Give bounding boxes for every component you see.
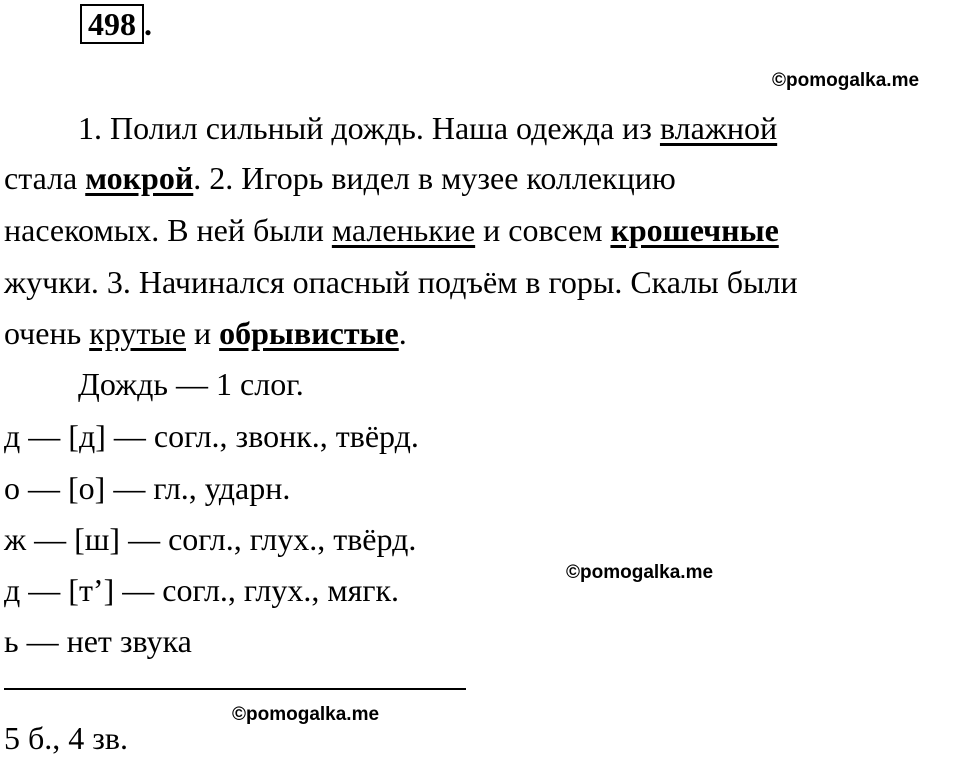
watermark-bottom: ©pomogalka.me <box>232 704 380 725</box>
text-line-2-tail: . 2. Игорь видел в музее коллекцию <box>193 160 676 196</box>
phonetic-line-5: ь — нет звука <box>4 623 192 659</box>
bold-word-mokroy: мокрой <box>85 160 194 196</box>
text-line-3 <box>4 210 779 250</box>
text-line-5 <box>4 313 407 353</box>
text-line-3-middle: и совсем <box>475 212 611 248</box>
underlined-word-krutye: крутые <box>89 315 186 351</box>
text-line-5-middle: и <box>186 315 220 351</box>
text-line-1 <box>78 108 777 148</box>
task-number <box>80 4 152 44</box>
text-line-3-part: насекомых. В ней были <box>4 212 332 248</box>
text-line-5-part: очень <box>4 315 90 351</box>
text-line-2 <box>4 158 676 198</box>
syllable-line: Дождь — 1 слог. <box>78 366 304 402</box>
text-line-4-part: жучки. 3. Начинался опасный подъём в горы. Скалы были <box>4 264 798 300</box>
bold-word-obryvistye: обрывистые <box>219 315 399 351</box>
watermark-middle: ©pomogalka.me <box>566 562 714 583</box>
phonetic-line-3: ж — [ш] — согл., глух., твёрд. <box>4 521 417 557</box>
underlined-word-malenkie: маленькие <box>331 212 476 248</box>
phonetic-line-1: д — [д] — согл., звонк., твёрд. <box>4 418 419 454</box>
summary-line: 5 б., 4 зв. <box>4 720 129 756</box>
text-line-5-end: . <box>398 315 407 351</box>
text-line-2-part: стала <box>4 160 86 196</box>
text-line-1-part: 1. Полил сильный дождь. Наша одежда из <box>78 110 660 146</box>
divider-line <box>4 688 466 690</box>
phonetic-line-4: д — [т’] — согл., глух., мягк. <box>4 572 400 608</box>
bold-word-kroshechnye: крошечные <box>610 212 779 248</box>
task-number-box <box>80 4 144 44</box>
text-line-4 <box>4 262 798 302</box>
task-number-dot: . <box>144 6 152 42</box>
task-number-value: 498 <box>88 6 136 42</box>
underlined-word-vlazhnoy: влажной <box>659 110 778 146</box>
watermark-top: ©pomogalka.me <box>772 70 920 91</box>
phonetic-line-2: о — [о] — гл., ударн. <box>4 470 291 506</box>
